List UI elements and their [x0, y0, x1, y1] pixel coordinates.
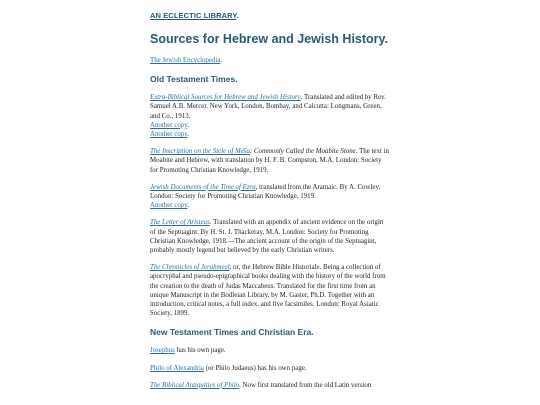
jewish-encyclopedia-link[interactable]: The Jewish Encyclopedia — [150, 57, 221, 64]
intro: The Jewish Encyclopedia. — [150, 57, 223, 64]
site-home-link[interactable]: AN ECLECTIC LIBRARY — [150, 11, 237, 20]
another-copy-link[interactable]: Another copy — [150, 131, 188, 139]
entry-title-link[interactable]: The Chronicles of Jerahmeel — [150, 264, 230, 272]
entry-title-link[interactable]: Jewish Documents of the Time of Ezra — [150, 183, 256, 191]
entry-letter-of-aristeas — [150, 218, 390, 255]
entry-title-link[interactable]: The Biblical Antiquities of Philo — [150, 381, 240, 389]
section-heading-old-testament: Old Testament Times. — [150, 74, 238, 85]
another-copy-link[interactable]: Another copy — [150, 121, 188, 129]
entry-title-link[interactable]: The Inscription on the Stele of Méša — [150, 148, 250, 156]
josephus-link[interactable]: Josephus — [150, 347, 175, 355]
entry-time-of-ezra: Jewish Documents of the Time of Ezra, translated from the Aramaic. By A. Cowley. London: Society for Promoting Christian Knowledge, 1919. Another copy. — [150, 183, 381, 210]
entry-text: . Translated and edited by Rev. Samuel A.B. Mercer. New York, London, Bombay, and Calcutta: Longmans, Green, and Co., 1913. — [150, 94, 386, 120]
entry-text: , translated from the Aramaic. By A. Cowley. London: Society for Promoting Christian Knowledge, 1919. — [150, 183, 381, 201]
entry-biblical-antiquities — [150, 381, 390, 390]
philo-link[interactable]: Philo of Alexandria — [150, 364, 204, 372]
site-header: AN ECLECTIC LIBRARY. — [150, 11, 239, 20]
entry-stele-of-mesa — [150, 147, 390, 175]
entry-text: has his own page. — [174, 347, 226, 355]
entry-title-link[interactable]: The Letter of Aristeas — [150, 219, 210, 227]
content-column — [150, 9, 390, 398]
entry-chronicles-of-jerahmeel — [150, 263, 390, 318]
entry-subtitle: ; Commonly Called the Moabite Stone — [249, 148, 356, 156]
entry-text: . The text in Moabite and Hebrew, with translation by H. F. B. Compston, M.A. London: Society for Promoting Christian Knowledge, 1919. — [150, 148, 389, 174]
page-title: Sources for Hebrew and Jewish History. — [150, 32, 389, 46]
entry-text: ; or, the Hebrew Bible Historiale. Being a collection of apocryphal and pseudo-epigraphical books dealing with the history of the world from the creation to the death of Judas Maccabeus. Translated for the first time from an unique Manuscript in the Bodleian Library, by M. Gaster, Ph.D. Together with an introduction, critical notes, a full index. and five facsimiles. London: Royal Asiatic Society, 1899. — [150, 264, 386, 318]
another-copy-link[interactable]: Another copy — [150, 202, 188, 210]
entry-text: . Translated with an appendix of ancient evidence on the origin of the Septuagint. By H. St. J. Thackeray, M.A. London: Society for Promoting Christian Knowledge, 1918.—The ancient account of the origin of the Septuagint, probably mostly legend but believed by the early Christian writers. — [150, 219, 384, 255]
entry-text: (or Philo Judaeus) has his own page. — [203, 364, 307, 372]
entry-extra-biblical: Extra-Biblical Sources for Hebrew and Jewish History. Translated and edited by Rev. Samuel A.B. Mercer. New York, London, Bombay, and Calcutta: Longmans, Green, and Co., 1913. Another copy. Another copy. — [150, 94, 386, 139]
section-heading-new-testament: New Testament Times and Christian Era. — [150, 327, 314, 338]
entry-title-link[interactable]: Extra-Biblical Sources for Hebrew and Jewish History — [150, 94, 301, 102]
entry-text: . Now first translated from the old Latin version — [239, 381, 372, 389]
entry-josephus — [150, 346, 390, 355]
entry-philo — [150, 364, 390, 373]
